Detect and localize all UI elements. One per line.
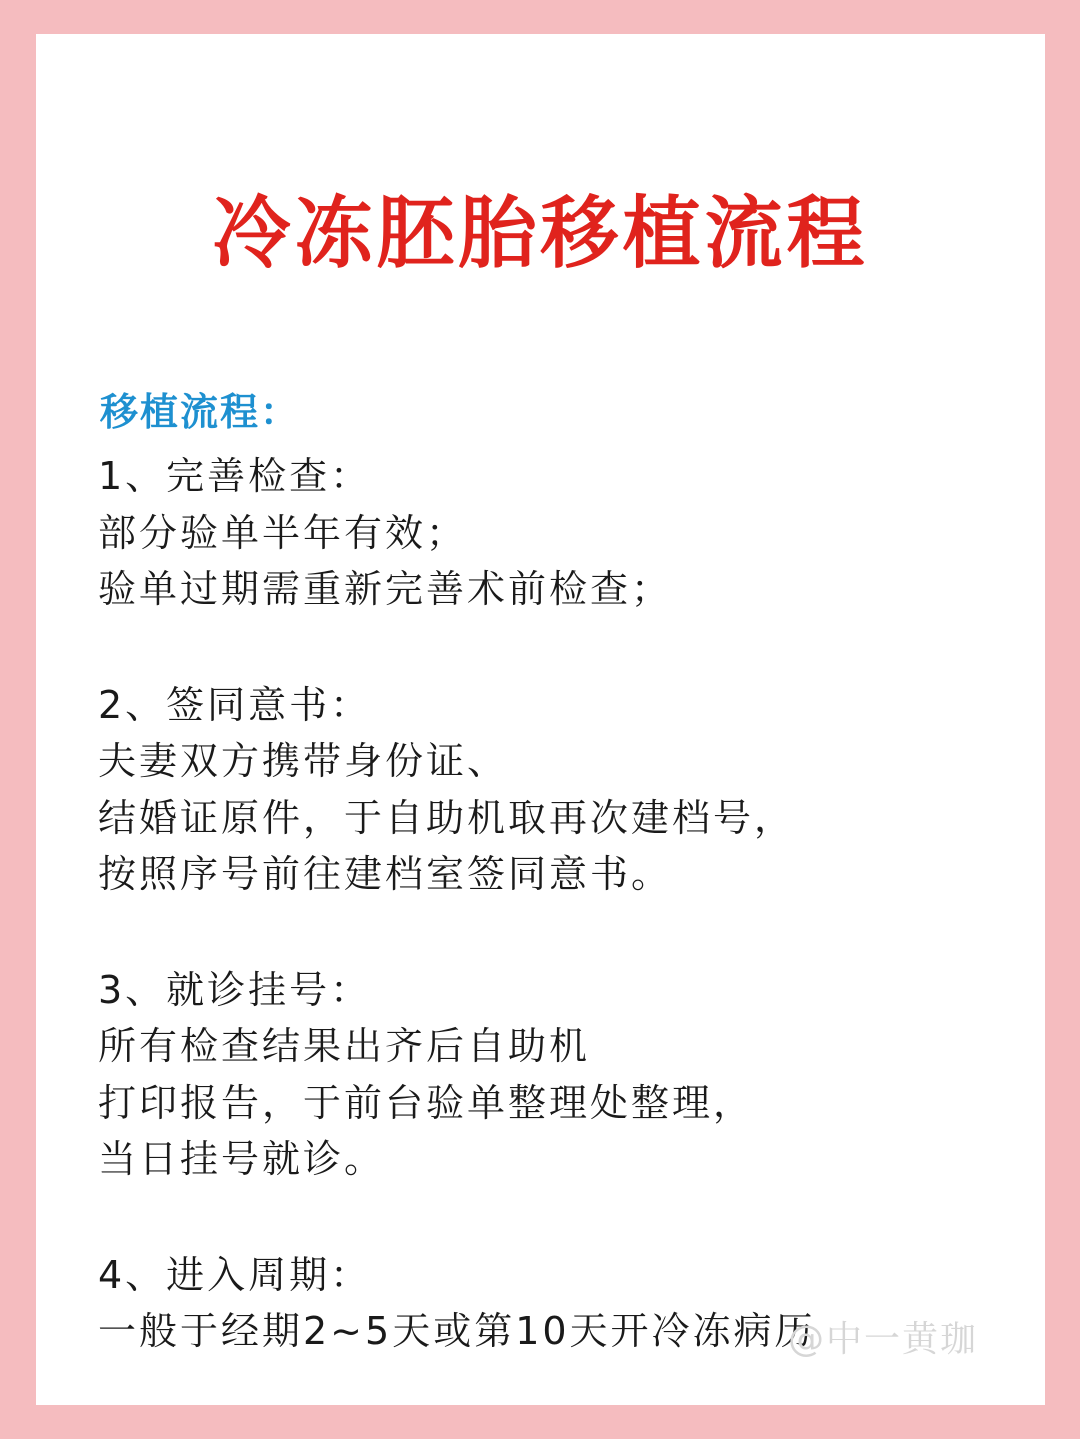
steps-list bbox=[98, 448, 998, 1360]
section-heading: 移植流程： bbox=[100, 390, 301, 434]
step-heading: 3、就诊挂号： bbox=[98, 967, 372, 1012]
step-heading: 4、进入周期： bbox=[98, 1252, 372, 1297]
step-line: 当日挂号就诊。 bbox=[98, 1137, 386, 1181]
step-line: 按照序号前往建档室签同意书。 bbox=[98, 852, 673, 896]
step-2 bbox=[98, 677, 998, 903]
step-line: 夫妻双方携带身份证、 bbox=[98, 739, 509, 783]
step-line: 部分验单半年有效； bbox=[98, 510, 468, 555]
step-line: 一般于经期2~5天或第10天开冷冻病历 bbox=[98, 1309, 816, 1353]
step-line: 验单过期需重新完善术前检查； bbox=[98, 567, 673, 611]
step-heading: 2、签同意书： bbox=[98, 682, 372, 727]
page-title: 冷冻胚胎移植流程 bbox=[212, 189, 869, 279]
watermark: @中一黄珈 bbox=[788, 1319, 979, 1360]
content-card bbox=[36, 34, 1045, 1405]
step-line: 所有检查结果出齐后自助机 bbox=[98, 1024, 591, 1068]
step-heading: 1、完善检查： bbox=[98, 454, 372, 498]
step-1 bbox=[98, 448, 998, 618]
step-line: 打印报告，于前台验单整理处整理， bbox=[98, 1080, 755, 1125]
step-line: 结婚证原件，于自助机取再次建档号， bbox=[98, 795, 796, 840]
step-3 bbox=[98, 962, 998, 1188]
